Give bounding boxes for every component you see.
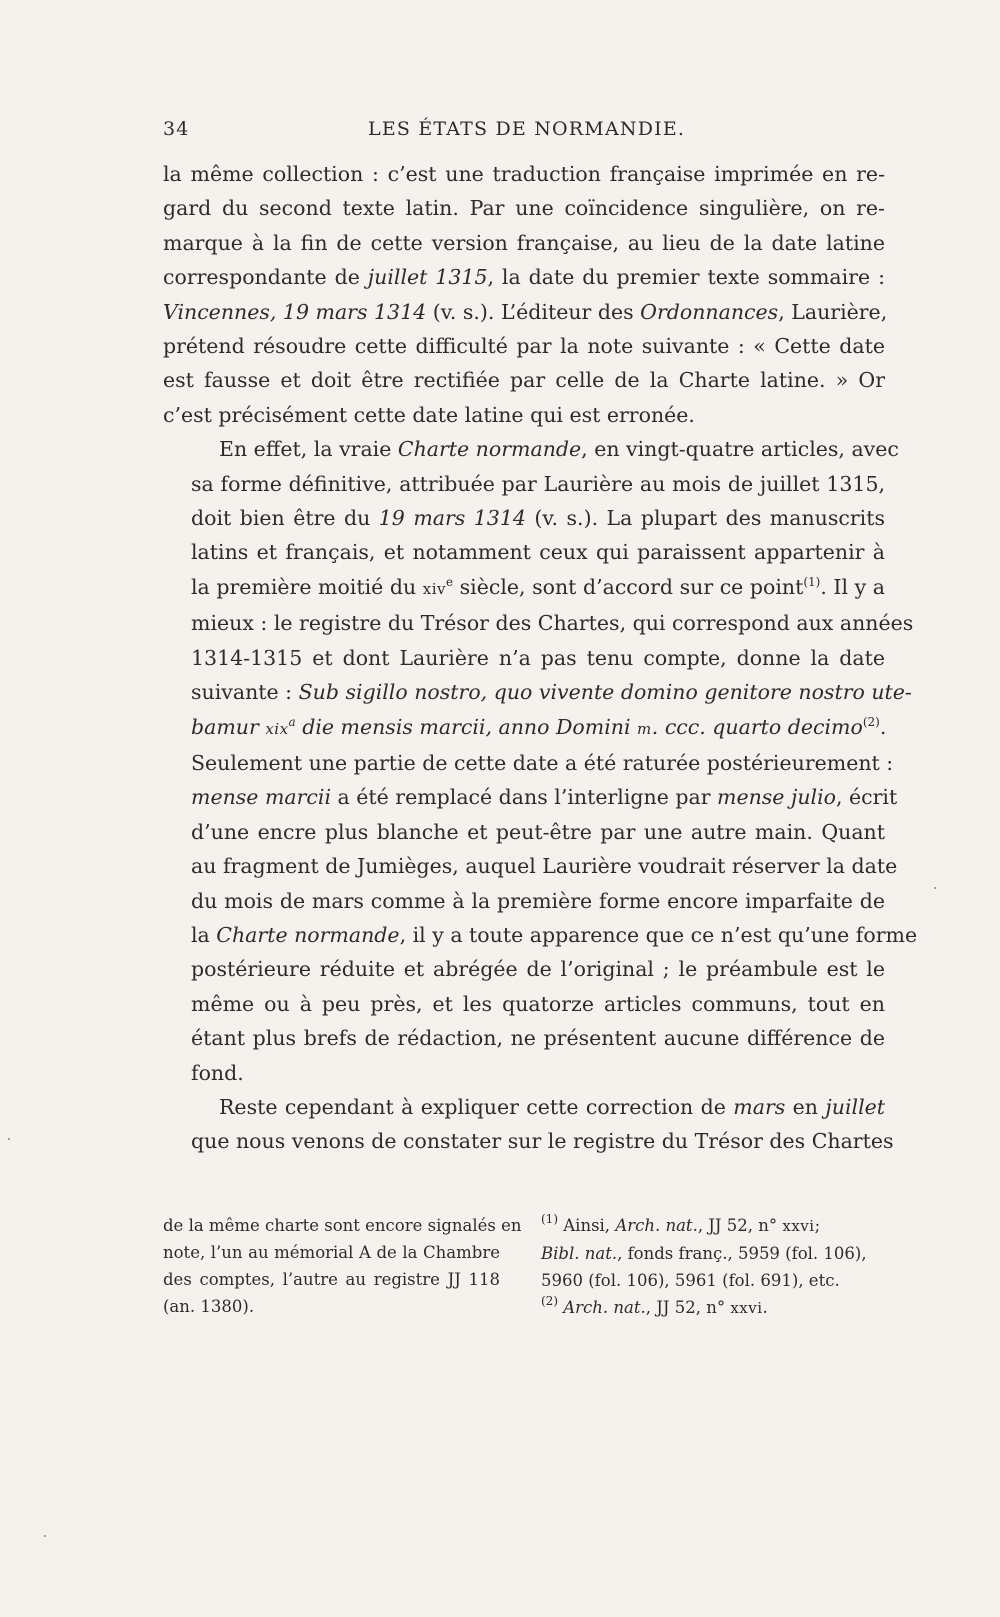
italic-run: 19 mars 1314 — [378, 506, 526, 531]
italic-run: . ccc. quarto decimo — [651, 714, 863, 739]
text-line — [163, 467, 885, 501]
italic-run: Bibl. nat. — [541, 1244, 618, 1263]
text-run: xxvi — [782, 1217, 815, 1235]
text-run: la même collection : c’est une traduction française imprimée en re- — [163, 162, 885, 186]
text-run: siècle, sont d’accord sur ce point — [453, 574, 804, 599]
text-run: suivante : — [191, 680, 299, 705]
paper-speck — [934, 887, 936, 889]
body-text — [163, 157, 918, 1159]
superscript: (1) — [541, 1212, 558, 1226]
text-line — [163, 710, 885, 746]
italic-run: Ordonnances — [640, 299, 779, 324]
text-line — [163, 432, 899, 466]
text-line — [163, 226, 885, 260]
text-line — [163, 295, 888, 329]
italic-run: Vincennes, 19 mars 1314 — [163, 299, 427, 324]
text-run: de la même charte sont encore signalés en — [163, 1216, 522, 1235]
text-line — [163, 606, 914, 640]
text-run: a été remplacé dans l’interligne par — [331, 785, 718, 810]
text-run: note, l’un au mémorial A de la Chambre — [163, 1243, 500, 1262]
text-run: c’est précisément cette date latine qui est erronée. — [163, 402, 695, 427]
text-line — [163, 987, 885, 1021]
text-line — [163, 918, 918, 952]
text-run: fond. — [191, 1060, 244, 1085]
text-run: En effet, la vraie — [219, 437, 398, 462]
text-run: du mois de mars comme à la première forme encore imparfaite de — [191, 888, 885, 913]
text-run: que nous venons de constater sur le registre du Trésor des Chartes — [191, 1129, 894, 1154]
footnotes — [163, 1212, 885, 1322]
text-line — [163, 398, 885, 432]
italic-run: Sub sigillo nostro, quo vivente domino genitore nostro ute- — [298, 680, 912, 705]
italic-run: Arch. nat. — [563, 1298, 646, 1317]
page-number: 34 — [163, 118, 190, 140]
text-line — [163, 746, 894, 780]
italic-run: Charte normande — [216, 922, 400, 947]
text-line — [163, 641, 885, 675]
text-run: , il y a toute apparence que ce n’est qu’une forme — [399, 922, 918, 947]
text-run: xiv — [422, 579, 446, 598]
running-head — [163, 118, 885, 148]
superscript: e — [445, 574, 454, 589]
text-run: 1314-1315 et dont Laurière n’a pas tenu compte, donne la date — [191, 645, 885, 670]
text-run: . — [762, 1298, 768, 1317]
italic-run: juillet 1315 — [367, 265, 488, 290]
italic-run: mars — [733, 1094, 786, 1119]
italic-run: Arch. nat. — [615, 1216, 698, 1235]
text-run: correspondante de — [163, 265, 368, 290]
text-run: doit bien être du — [191, 506, 379, 531]
running-title: LES ÉTATS DE NORMANDIE. — [368, 118, 686, 140]
text-line — [541, 1294, 885, 1322]
text-line — [163, 260, 885, 294]
text-run: , Laurière, — [778, 299, 888, 324]
italic-run: Charte normande — [397, 437, 582, 462]
italic-run: die mensis marcii, anno Domini — [295, 714, 638, 739]
text-line — [163, 570, 885, 606]
text-run: , en vingt-quatre articles, avec — [581, 437, 899, 462]
text-run: Seulement une partie de cette date a été raturée postérieurement : — [191, 750, 894, 775]
text-run: , la date du premier texte sommaire : — [487, 265, 885, 290]
text-line — [163, 329, 885, 363]
text-line — [163, 1021, 885, 1055]
text-line — [163, 815, 885, 849]
paper-speck — [8, 1138, 10, 1140]
paragraph — [163, 432, 918, 1090]
text-run: , fonds franç., 5959 (fol. 106), — [617, 1244, 867, 1263]
superscript: (2) — [862, 714, 880, 729]
text-line — [163, 501, 885, 535]
text-run: . — [879, 714, 887, 739]
text-run: est fausse et doit être rectifiée par celle de la Charte latine. » Or — [163, 368, 885, 393]
text-run: gard du second texte latin. Par une coïncidence singulière, on re- — [163, 196, 885, 221]
footnote-continuation — [163, 1212, 522, 1320]
superscript: (2) — [541, 1294, 558, 1308]
italic-run: xix — [265, 719, 289, 738]
text-line — [163, 1212, 522, 1239]
text-line — [163, 952, 885, 986]
text-line — [163, 1090, 885, 1124]
text-run: sa forme définitive, attribuée par Laurière au mois de juillet 1315, — [191, 471, 885, 496]
text-line — [163, 849, 898, 883]
text-run: marque à la fin de cette version française, au lieu de la date latine — [163, 230, 885, 255]
text-line — [163, 1124, 894, 1158]
text-line — [541, 1212, 885, 1240]
text-run: , écrit — [835, 785, 898, 810]
text-run: des comptes, l’autre au registre JJ 118 — [163, 1270, 500, 1289]
text-line — [541, 1267, 885, 1294]
text-run: au fragment de Jumièges, auquel Laurière voudrait réserver la date — [191, 854, 898, 879]
text-line — [163, 1056, 885, 1090]
text-run: d’une encre plus blanche et peut-être par une autre main. Quant — [191, 819, 885, 844]
text-line — [163, 363, 885, 397]
italic-run: juillet — [825, 1094, 886, 1119]
text-run: . Il y a — [820, 574, 886, 599]
footnote-list — [541, 1212, 885, 1322]
text-line — [163, 884, 885, 918]
text-run: (v. s.). L’éditeur des — [426, 299, 641, 324]
text-run: prétend résoudre cette difficulté par la note suivante : « Cette date — [163, 334, 885, 359]
text-line — [163, 780, 898, 814]
text-line — [163, 1239, 500, 1266]
text-run: latins et français, et notamment ceux qui paraissent appartenir à — [191, 540, 885, 565]
text-run: xxvi — [730, 1299, 763, 1317]
text-run: la — [191, 922, 217, 947]
text-line — [163, 1266, 500, 1293]
text-run: Ainsi, — [558, 1216, 616, 1235]
text-run: même ou à peu près, et les quatorze articles communs, tout en — [191, 991, 885, 1016]
text-run: postérieure réduite et abrégée de l’original ; le préambule est le — [191, 957, 885, 982]
text-run: en — [785, 1094, 826, 1119]
text-run: (v. s.). La plupart des manuscrits — [525, 506, 885, 531]
text-line — [163, 191, 885, 225]
superscript: (1) — [803, 574, 821, 589]
italic-run: mense marcii — [191, 785, 331, 810]
italic-run: m — [637, 719, 652, 738]
text-run: Reste cependant à expliquer cette correction de — [219, 1094, 734, 1119]
text-line — [163, 535, 885, 569]
text-run: ; — [814, 1216, 821, 1235]
text-run: , JJ 52, n° — [697, 1216, 783, 1235]
paragraph — [163, 1090, 894, 1159]
italic-run: bamur — [191, 714, 266, 739]
paragraph — [163, 157, 888, 432]
superscript: a — [288, 714, 296, 729]
text-run: la première moitié du — [191, 574, 423, 599]
text-line — [163, 675, 912, 709]
text-run: étant plus brefs de rédaction, ne présentent aucune différence de — [191, 1026, 885, 1051]
text-run: , JJ 52, n° — [645, 1298, 731, 1317]
text-run: mieux : le registre du Trésor des Chartes, qui correspond aux années — [191, 611, 914, 636]
italic-run: mense julio — [717, 785, 836, 810]
text-line — [163, 1293, 500, 1320]
paper-speck — [44, 1535, 46, 1537]
text-line — [163, 157, 885, 191]
text-run: (an. 1380). — [163, 1297, 255, 1316]
text-line — [541, 1240, 885, 1267]
text-run: 5960 (fol. 106), 5961 (fol. 691), etc. — [541, 1271, 840, 1290]
